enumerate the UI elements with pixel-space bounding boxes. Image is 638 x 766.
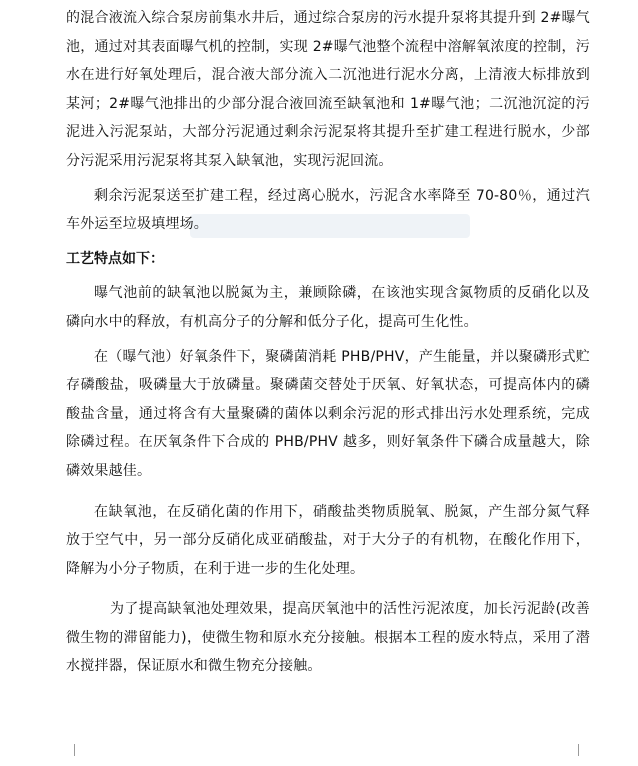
body-paragraph-1: 的混合液流入综合泵房前集水井后，通过综合泵房的污水提升泵将其提升到 2#曝气池，通过对其表面曝气机的控制，实现 2#曝气池整个流程中溶解氧浓度的控制，污水在进行好氧处理后，混合液大部分流入二沉池进行泥水分离，上清液大标排放到某河；2#曝气池排出的少部分混合液回流至缺氧池和 1#曝气池；二沉池沉淀的污泥进入污泥泵站，大部分污泥通过剩余污泥泵将其提升至扩建工程进行脱水，少部分污泥采用污泥泵将其泵入缺氧池，实现污泥回流。 — [66, 10, 590, 169]
feature-paragraph-4: 为了提高缺氧池处理效果，提高厌氧池中的活性污泥浓度，加长污泥龄(改善微生物的滞留能力)，使微生物和原水充分接触。根据本工程的废水特点，采用了潜水搅拌器，保证原水和微生物充分接触。 — [66, 601, 590, 675]
document-body — [66, 4, 590, 681]
page-corner-mark-left — [62, 744, 75, 756]
section-heading: 工艺特点如下： — [66, 250, 164, 267]
feature-paragraph-2: 在（曝气池）好氧条件下，聚磷菌消耗 PHB/PHV，产生能量，并以聚磷形式贮存磷酸盐，吸磷量大于放磷量。聚磷菌交替处于厌氧、好氧状态，可提高体内的磷酸盐含量，通过将含有大量聚磷的菌体以剩余污泥的形式排出污水处理系统，完成除磷过程。在厌氧条件下合成的 PHB/PHV 越多，则好氧条件下磷合成量越大，除磷效果越佳。 — [66, 348, 590, 479]
feature-paragraph-3: 在缺氧池，在反硝化菌的作用下，硝酸盐类物质脱氧、脱氮，产生部分氮气释放于空气中，另一部分反硝化成亚硝酸盐，对于大分子的有机物，在酸化作用下，降解为小分子物质，在利于进一步的生化处理。 — [66, 503, 590, 577]
feature-paragraph-1: 曝气池前的缺氧池以脱氮为主，兼顾除磷，在该池实现含氮物质的反硝化以及磷向水中的释放，有机高分子的分解和低分子化，提高可生化性。 — [66, 285, 590, 330]
body-paragraph-2: 剩余污泥泵送至扩建工程，经过离心脱水，污泥含水率降至 70-80％，通过汽车外运至垃圾填埋场。 — [66, 187, 590, 233]
page-corner-mark-right — [578, 744, 591, 756]
